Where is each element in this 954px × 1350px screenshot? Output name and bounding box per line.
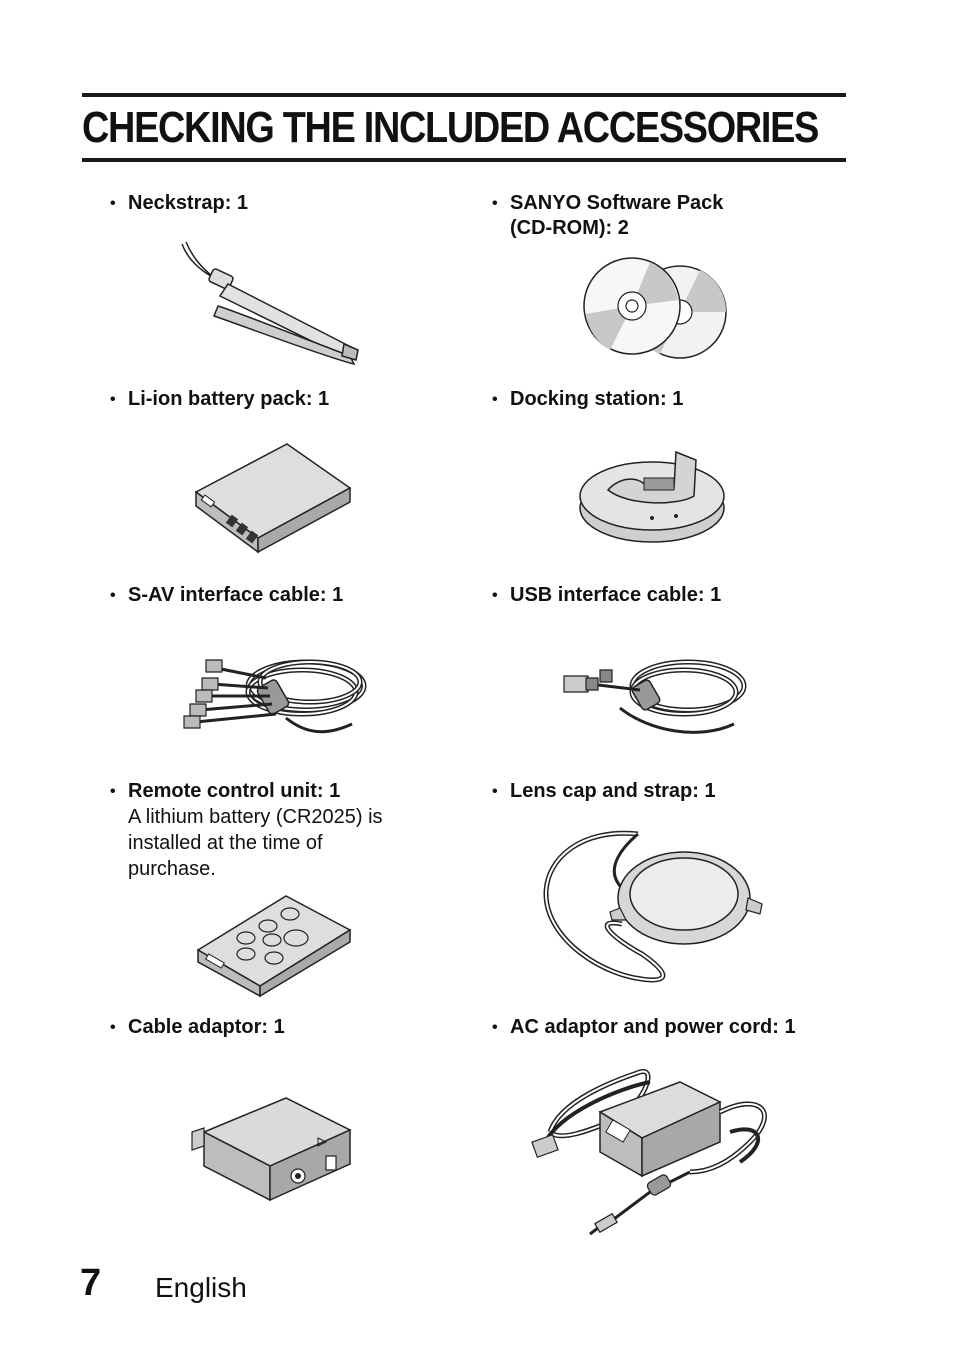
item-lens-cap [492,779,716,804]
bullet-icon: • [110,783,116,800]
item-label: S-AV interface cable: 1 [128,584,344,606]
item-software-pack [492,191,723,241]
item-remote-control [110,779,383,882]
lens-cap-illustration [542,828,768,984]
item-note-line-3: purchase. [128,858,216,880]
item-label: USB interface cable: 1 [510,584,722,606]
title-rule-bottom [82,158,846,162]
neckstrap-illustration [178,236,363,366]
bullet-icon: • [492,195,498,212]
item-label-line2: (CD-ROM): 2 [510,217,629,239]
item-docking-station [492,387,683,412]
page-language: English [155,1272,247,1303]
battery-pack-illustration [192,440,354,555]
item-label: SANYO Software Pack [510,192,724,214]
item-note-line-2: installed at the time of [128,832,323,854]
cd-rom-illustration [580,254,730,372]
item-ac-adaptor [492,1015,796,1040]
item-label: AC adaptor and power cord: 1 [510,1016,796,1038]
docking-station-illustration [578,448,730,556]
item-usb-cable [492,583,721,608]
item-sav-cable [110,583,343,608]
item-label: Docking station: 1 [510,388,684,410]
item-label: Neckstrap: 1 [128,192,249,214]
bullet-icon: • [492,1019,498,1036]
item-label: Remote control unit: 1 [128,780,341,802]
usb-cable-illustration [560,640,750,746]
ac-adaptor-illustration [530,1052,780,1242]
sav-cable-illustration [176,638,370,746]
cable-adaptor-illustration [190,1094,356,1204]
bullet-icon: • [110,587,116,604]
title-rule-top [82,93,846,97]
bullet-icon: • [110,391,116,408]
bullet-icon: • [110,1019,116,1036]
bullet-icon: • [492,587,498,604]
remote-control-illustration [194,892,354,998]
item-cable-adaptor [110,1015,285,1040]
item-note-line-1: A lithium battery (CR2025) is [128,806,383,828]
item-label: Cable adaptor: 1 [128,1016,285,1038]
item-label: Li-ion battery pack: 1 [128,388,330,410]
page-number: 7 [80,1262,102,1304]
bullet-icon: • [492,783,498,800]
item-battery-pack [110,387,329,412]
bullet-icon: • [110,195,116,212]
item-label: Lens cap and strap: 1 [510,780,716,802]
bullet-icon: • [492,391,498,408]
item-neckstrap [110,191,248,216]
page-title: CHECKING THE INCLUDED ACCESSORIES [82,103,819,152]
